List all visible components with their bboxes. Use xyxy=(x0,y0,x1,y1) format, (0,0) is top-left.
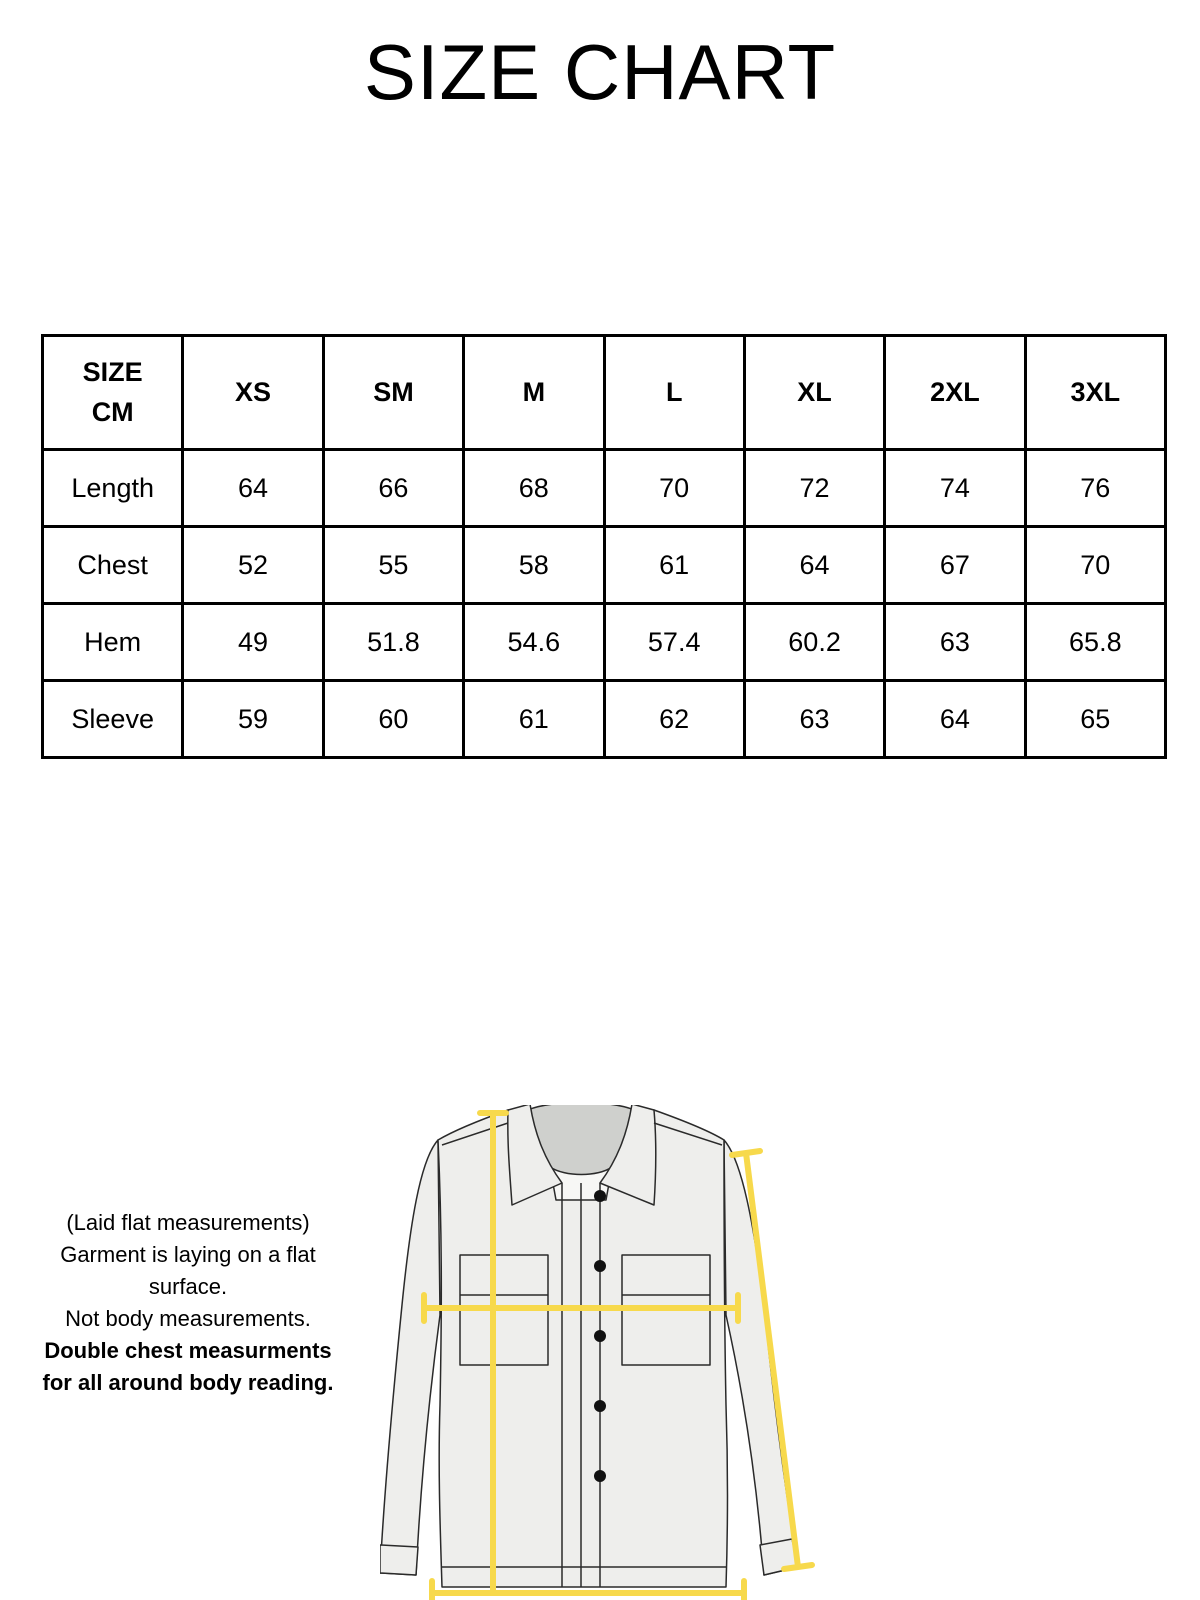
header-label-cell xyxy=(43,336,183,450)
table-cell: 76 xyxy=(1025,450,1165,527)
table-cell: 70 xyxy=(604,450,744,527)
size-table xyxy=(41,334,1167,759)
header-size-m: M xyxy=(464,336,604,450)
table-cell: 55 xyxy=(323,527,463,604)
table-cell: 72 xyxy=(744,450,884,527)
button xyxy=(594,1260,606,1272)
button xyxy=(594,1330,606,1342)
row-label: Sleeve xyxy=(43,681,183,758)
table-cell: 49 xyxy=(183,604,323,681)
header-label-unit: CM xyxy=(91,396,134,427)
note-bold-text: Double chest measurments for all around body reading. xyxy=(42,1338,334,1395)
header-size-l: L xyxy=(604,336,744,450)
table-cell: 60 xyxy=(323,681,463,758)
table-cell: 64 xyxy=(183,450,323,527)
table-cell: 51.8 xyxy=(323,604,463,681)
row-label: Length xyxy=(43,450,183,527)
header-size-sm: SM xyxy=(323,336,463,450)
table-cell: 57.4 xyxy=(604,604,744,681)
table-cell: 62 xyxy=(604,681,744,758)
table-cell: 67 xyxy=(885,527,1025,604)
table-cell: 63 xyxy=(885,604,1025,681)
row-label: Chest xyxy=(43,527,183,604)
table-cell: 64 xyxy=(744,527,884,604)
header-size-2xl: 2XL xyxy=(885,336,1025,450)
table-cell: 74 xyxy=(885,450,1025,527)
table-row-length xyxy=(43,450,1166,527)
header-size-xl: XL xyxy=(744,336,884,450)
page-title: SIZE CHART xyxy=(363,28,837,116)
table-cell: 58 xyxy=(464,527,604,604)
table-row-chest xyxy=(43,527,1166,604)
note-line-3: Not body measurements. xyxy=(65,1306,311,1331)
table-row-hem xyxy=(43,604,1166,681)
table-cell: 54.6 xyxy=(464,604,604,681)
table-row-sleeve xyxy=(43,681,1166,758)
table-cell: 60.2 xyxy=(744,604,884,681)
note-line-2: Garment is laying on a flat surface. xyxy=(60,1242,316,1299)
note-line-1: (Laid flat measurements) xyxy=(66,1210,310,1235)
row-label: Hem xyxy=(43,604,183,681)
button xyxy=(594,1470,606,1482)
table-cell: 68 xyxy=(464,450,604,527)
table-cell: 65.8 xyxy=(1025,604,1165,681)
measurement-note xyxy=(38,1207,338,1399)
left-sleeve xyxy=(380,1140,440,1575)
jacket-illustration xyxy=(380,1105,798,1587)
button xyxy=(594,1190,606,1202)
table-cell: 59 xyxy=(183,681,323,758)
table-cell: 63 xyxy=(744,681,884,758)
button xyxy=(594,1400,606,1412)
left-cuff xyxy=(380,1545,418,1575)
jacket-diagram xyxy=(380,1105,840,1600)
table-header-row xyxy=(43,336,1166,450)
table-cell: 64 xyxy=(885,681,1025,758)
table-cell: 52 xyxy=(183,527,323,604)
table-cell: 61 xyxy=(464,681,604,758)
header-size-xs: XS xyxy=(183,336,323,450)
table-cell: 66 xyxy=(323,450,463,527)
right-sleeve xyxy=(724,1140,798,1575)
table-cell: 65 xyxy=(1025,681,1165,758)
header-size-3xl: 3XL xyxy=(1025,336,1165,450)
table-cell: 70 xyxy=(1025,527,1165,604)
table-cell: 61 xyxy=(604,527,744,604)
header-label-size: SIZE xyxy=(82,357,143,388)
